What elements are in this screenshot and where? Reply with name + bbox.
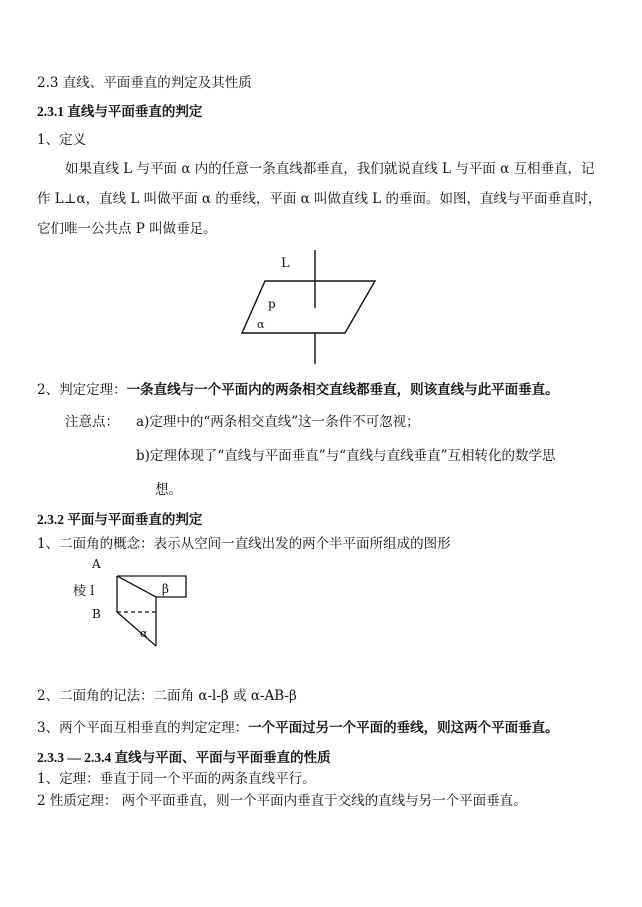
note-b-line-2: 想。 <box>155 482 182 498</box>
line-label-L: L <box>281 256 290 271</box>
line-plane-perpendicular-figure <box>230 248 390 373</box>
theorem-text: 一条直线与一个平面内的两条相交直线都垂直，则该直线与此平面垂直。 <box>126 382 559 398</box>
definition-label: 1、定义 <box>37 132 87 148</box>
section-heading-2-3-1: 2.3.1 直线与平面垂直的判定 <box>37 104 203 119</box>
half-plane-beta <box>117 576 186 597</box>
note-b-line-1: b)定理体现了“直线与平面垂直”与“直线与直线垂直”互相转化的数学思 <box>136 448 556 464</box>
plane-label-beta: β <box>162 582 169 596</box>
definition-line-1: 如果直线 L 与平面 α 内的任意一条直线都垂直，我们就说直线 L 与平面 α 互相垂直，记 <box>65 161 595 177</box>
plane-theorem-line <box>37 719 559 737</box>
page-title: 2.3 直线、平面垂直的判定及其性质 <box>37 75 252 91</box>
property-1: 1、定理：垂直于同一个平面的两条直线平行。 <box>37 771 316 787</box>
foot-point-label: p <box>268 297 276 311</box>
vertex-label-B: B <box>92 607 101 621</box>
vertex-label-A: A <box>92 557 101 571</box>
section-heading-2-3-3: 2.3.3 — 2.3.4 直线与平面、平面与平面垂直的性质 <box>37 750 331 765</box>
dihedral-angle-figure <box>60 553 220 653</box>
section-heading-2-3-2: 2.3.2 平面与平面垂直的判定 <box>37 512 203 527</box>
plane-theorem-label: 3、两个平面互相垂直的判定定理： <box>37 720 249 736</box>
plane-theorem-text: 一个平面过另一个平面的垂线，则这两个平面垂直。 <box>248 720 559 736</box>
half-plane-alpha-bottom <box>117 612 156 646</box>
definition-line-3: 它们唯一公共点 P 叫做垂足。 <box>37 221 217 237</box>
note-label: 注意点： <box>65 414 119 430</box>
plane-label-alpha: α <box>257 318 265 331</box>
theorem-line <box>37 381 559 399</box>
dihedral-definition: 1、二面角的概念：表示从空间一直线出发的两个半平面所组成的图形 <box>37 536 451 552</box>
property-2: 2 性质定理： 两个平面垂直，则一个平面内垂直于交线的直线与另一个平面垂直。 <box>37 793 527 809</box>
plane-label-alpha: α <box>140 627 148 640</box>
dihedral-notation: 2、二面角的记法：二面角 α-l-β 或 α-AB-β <box>37 688 297 704</box>
note-a: a)定理中的“两条相交直线”这一条件不可忽视； <box>136 414 420 430</box>
edge-label: 棱 l <box>73 584 95 599</box>
definition-line-2: 作 L⊥α，直线 L 叫做平面 α 的垂线，平面 α 叫做直线 L 的垂面。如图，直线与平面垂直时， <box>37 191 602 207</box>
theorem-label: 2、判定定理： <box>37 382 127 398</box>
